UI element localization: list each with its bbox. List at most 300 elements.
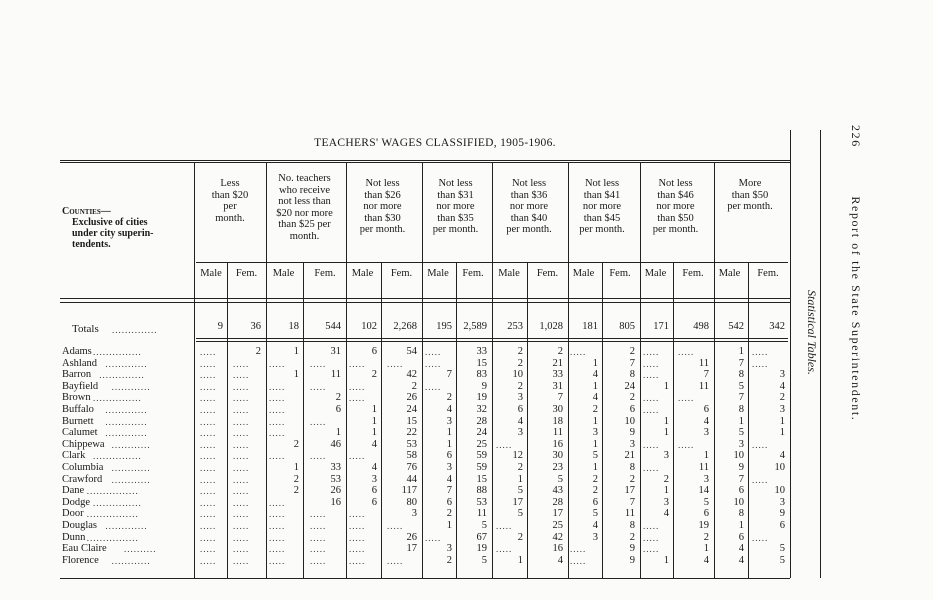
empty-cell: ..... [752,439,769,450]
table-cell: 2 [446,508,452,520]
table-cell: 1 [446,427,452,439]
totals-value: 253 [507,321,523,332]
table-row [0,427,933,439]
table-cell: 59 [476,462,487,473]
table-cell: 1 [663,380,669,392]
county-name: Dunn [62,531,86,543]
table-cell: 1 [663,485,669,497]
totals-value: 181 [582,321,598,332]
group-header-line: than $26 [364,189,401,201]
table-cell: 10 [512,369,523,381]
table-cell: 2 [592,485,598,497]
table-cell: 4 [557,554,563,566]
table-cell: 88 [476,485,487,497]
empty-cell: ..... [310,358,327,369]
subheader-male-4: Male [427,268,449,279]
table-cell: 6 [703,508,709,520]
totals-value: 342 [769,321,785,332]
table-cell: 6 [703,404,709,415]
table-cell: 5 [592,450,598,462]
empty-cell: ..... [643,347,660,357]
group-header-line: than $35 [437,212,474,224]
leader-dots: ............. [105,521,148,531]
county-name: Bayfield [62,380,99,392]
empty-cell: ..... [496,439,513,450]
empty-cell: ..... [310,451,327,462]
totals-value: 102 [361,321,377,332]
table-cell: 3 [592,427,598,439]
table-cell: 2 [411,380,417,392]
table-cell: 2 [517,531,523,543]
table-cell: 1 [663,415,669,427]
group-header-line: nor more [509,201,549,212]
totals-value: 171 [653,321,669,332]
table-cell: 5 [517,508,523,520]
leader-dots: ................ [86,486,139,497]
county-name: Chippewa [62,438,105,450]
row-header [62,206,154,250]
totals-value: 1,028 [539,321,563,332]
empty-cell: ..... [349,381,366,392]
leader-dots: ............ [111,439,151,450]
table-cell: 7 [629,496,635,508]
group-header-line: than $50 [731,189,769,201]
table-cell: 2 [629,531,635,543]
table-cell: 46 [330,438,341,450]
table-cell: 8 [629,520,635,531]
leader-dots: ............. [105,428,148,439]
subheader-fem-6: Fem. [609,268,631,279]
table-cell: 42 [406,369,417,381]
totals-value: 544 [325,321,341,332]
table-cell: 26 [406,531,417,543]
group-header-line: than $20 [211,189,249,201]
table-cell: 1 [592,438,598,450]
county-name: Calumet [62,427,98,439]
table-cell: 23 [552,462,563,473]
table-cell: 31 [330,346,341,357]
group-header-line: than $46 [657,189,694,201]
leader-dots: ............. [105,405,148,415]
table-cell: 1 [371,427,377,439]
table-cell: 2 [779,392,785,404]
table-cell: 3 [517,427,523,439]
table-cell: 44 [406,473,417,485]
subheader-male-1: Male [200,268,222,279]
empty-cell: ..... [752,358,769,369]
table-cell: 3 [703,473,709,485]
empty-cell: ..... [496,521,513,531]
group-header-line: per month. [506,224,552,235]
empty-cell: ..... [752,474,769,485]
table-cell: 5 [517,485,523,497]
leader-dots: ............. [105,358,148,369]
table-row [0,543,933,555]
empty-cell: ..... [349,532,366,543]
empty-cell: ..... [233,451,250,462]
table-cell: 4 [779,450,785,462]
subheader-fem-8: Fem. [757,268,779,279]
table-cell: 4 [446,404,452,415]
table-cell: 1 [738,415,744,427]
group-header-4 [421,178,490,236]
totals-value: 18 [288,321,299,332]
table-cell: 33 [330,462,341,473]
table-row [0,508,933,520]
empty-cell: ..... [233,555,250,566]
empty-cell: ..... [643,405,660,415]
table-cell: 1 [663,427,669,439]
empty-cell: ..... [233,370,250,381]
leader-dots: ............... [93,451,142,462]
table-cell: 17 [512,496,523,508]
table-row [0,497,933,509]
empty-cell: ..... [425,532,442,543]
table-cell: 5 [738,427,744,439]
empty-cell: ..... [233,439,250,450]
empty-cell: ..... [678,347,695,357]
table-row [0,369,933,381]
table-cell: 4 [446,473,452,485]
table-cell: 2 [293,485,299,497]
table-cell: 8 [738,508,744,520]
group-header-line: No. teachers [278,173,331,184]
table-cell: 33 [552,369,563,381]
table-cell: 17 [406,543,417,555]
empty-cell: ..... [200,555,217,566]
group-header-line: than $30 [364,212,401,224]
table-cell: 11 [698,380,709,392]
table-cell: 7 [557,392,563,404]
table-cell: 10 [733,496,744,508]
empty-cell: ..... [200,544,217,555]
group-header-line: nor more [436,201,475,212]
group-header-line: Not less [365,178,400,189]
empty-cell: ..... [200,497,217,508]
table-cell: 32 [476,404,487,415]
empty-cell: ..... [269,381,286,392]
empty-cell: ..... [200,416,217,427]
group-header-line: per month. [432,224,479,235]
running-head-text: Report of the State Superintendent. [849,196,863,422]
table-cell: 2 [517,380,523,392]
table-cell: 4 [592,369,598,381]
table-cell: 4 [663,508,669,520]
empty-cell: ..... [233,486,250,497]
table-cell: 76 [406,462,417,473]
empty-cell: ..... [349,509,366,520]
table-cell: 11 [330,369,341,381]
table-cell: 12 [512,450,523,462]
table-cell: 1 [703,450,709,462]
table-cell: 3 [703,427,709,439]
table-cell: 80 [406,496,417,508]
group-header-5 [492,178,566,236]
leader-dots: ............ [111,555,151,566]
empty-cell: ..... [269,358,286,369]
leader-dots: .......... [124,544,157,555]
table-cell: 5 [592,508,598,520]
table-cell: 2 [293,438,299,450]
county-name: Door [62,508,84,520]
group-header-line: nor more [363,201,402,212]
empty-cell: ..... [200,358,217,369]
empty-cell: ..... [269,544,286,555]
group-header-line: per month. [652,224,699,235]
subheader-male-3: Male [351,268,374,279]
totals-label: Totals [72,323,99,335]
table-cell: 1 [592,357,598,369]
table-cell: 1 [446,438,452,450]
county-name: Clark [62,450,86,462]
empty-cell: ..... [200,474,217,485]
table-cell: 14 [698,485,709,497]
empty-cell: ..... [233,521,250,531]
table-cell: 11 [552,427,563,439]
table-cell: 3 [779,496,785,508]
empty-cell: ..... [678,393,695,404]
leader-dots: ................ [86,532,139,543]
county-name: Columbia [62,462,104,473]
table-cell: 30 [552,404,563,415]
table-row [0,555,933,567]
table-cell: 3 [446,543,452,555]
table-cell: 4 [517,415,523,427]
table-row [0,404,933,416]
leader-dots: ............ [111,474,151,485]
row-header-caption: Counties— [62,206,111,217]
empty-cell: ..... [678,439,695,450]
table-cell: 9 [629,554,635,566]
empty-cell: ..... [200,370,217,381]
table-cell: 5 [703,496,709,508]
table-cell: 10 [774,485,785,497]
table-row [0,485,933,497]
subheader-fem-2: Fem. [314,268,336,279]
empty-cell: ..... [310,381,327,392]
table-cell: 2 [517,357,523,369]
table-cell: 1 [335,427,341,439]
table-cell: 24 [406,404,417,415]
table-cell: 19 [476,392,487,404]
leader-dots: ............. [105,416,148,427]
side-label: Statistical Tables. [805,290,819,375]
empty-cell: ..... [310,416,327,427]
empty-cell: ..... [269,509,286,520]
page-number: 226 [849,125,863,148]
group-header-line: per month. [579,224,625,235]
table-cell: 5 [481,520,487,531]
table-cell: 7 [703,369,709,381]
empty-cell: ..... [643,532,660,543]
table-row [0,416,933,428]
table-cell: 6 [629,404,635,415]
group-header-line: Not less [511,178,547,189]
empty-cell: ..... [200,451,217,462]
county-name: Barron [62,369,92,381]
table-cell: 9 [779,508,785,520]
empty-cell: ..... [200,393,217,404]
table-cell: 4 [738,554,744,566]
group-header-line: Not less [438,178,473,189]
table-cell: 21 [624,450,635,462]
empty-cell: ..... [233,405,250,415]
totals-value: 498 [693,321,709,332]
table-cell: 2 [517,346,523,357]
empty-cell: ..... [425,347,442,357]
table-cell: 5 [779,543,785,555]
table-cell: 1 [592,415,598,427]
table-cell: 2 [446,392,452,404]
table-row [0,474,933,486]
table-cell: 53 [406,438,417,450]
group-header-line: More [738,178,762,189]
leader-dots: ............ [111,463,151,473]
table-cell: 1 [738,346,744,357]
county-name: Dane [62,485,85,497]
group-header-line: than $25 per [278,219,331,230]
table-cell: 6 [517,404,523,415]
group-header-line: than $41 [583,189,621,201]
table-cell: 3 [629,438,635,450]
table-cell: 4 [738,543,744,555]
empty-cell: ..... [643,370,660,381]
group-header-3 [345,178,420,236]
table-cell: 2 [255,346,261,357]
table-cell: 8 [629,462,635,473]
empty-cell: ..... [310,532,327,543]
table-cell: 6 [446,450,452,462]
group-header-line: not less than [278,196,331,207]
table-cell: 2 [517,462,523,473]
table-cell: 28 [552,496,563,508]
table-cell: 1 [293,369,299,381]
county-name: Burnett [62,415,94,427]
table-row [0,346,933,358]
table-cell: 6 [446,496,452,508]
totals-value: 2,589 [463,321,487,332]
empty-cell: ..... [570,347,587,357]
table-cell: 16 [330,496,341,508]
group-header-1 [196,178,264,224]
table-cell: 6 [335,404,341,415]
table-cell: 8 [738,404,744,415]
totals-value: 36 [250,321,261,332]
row-header-sub-3: tendents. [72,239,111,250]
subheader-male-5: Male [498,268,520,279]
county-name: Ashland [62,357,97,369]
table-cell: 7 [738,473,744,485]
table-cell: 22 [406,427,417,439]
empty-cell: ..... [233,381,250,392]
table-cell: 18 [552,415,563,427]
table-cell: 6 [371,496,377,508]
table-cell: 1 [293,346,299,357]
empty-cell: ..... [387,555,404,566]
table-row [0,462,933,474]
table-cell: 2 [592,404,598,415]
leader-dots: ............... [93,497,142,508]
empty-cell: ..... [425,381,442,392]
empty-cell: ..... [233,463,250,473]
table-cell: 3 [663,450,669,462]
empty-cell: ..... [643,358,660,369]
table-cell: 53 [476,496,487,508]
empty-cell: ..... [233,509,250,520]
table-cell: 19 [476,543,487,555]
empty-cell: ..... [200,439,217,450]
table-cell: 5 [738,380,744,392]
empty-cell: ..... [387,521,404,531]
table-cell: 28 [476,415,487,427]
empty-cell: ..... [310,555,327,566]
empty-cell: ..... [349,393,366,404]
empty-cell: ..... [233,393,250,404]
table-cell: 1 [446,520,452,531]
empty-cell: ..... [269,393,286,404]
subheader-fem-5: Fem. [536,268,559,279]
county-name: Dodge [62,496,90,508]
table-cell: 3 [371,473,377,485]
totals-value: 2,268 [393,321,417,332]
table-cell: 2 [703,531,709,543]
table-cell: 2 [629,392,635,404]
empty-cell: ..... [496,544,513,555]
table-cell: 59 [476,450,487,462]
empty-cell: ..... [310,509,327,520]
table-cell: 2 [629,346,635,357]
table-cell: 5 [779,554,785,566]
group-header-line: than $31 [437,189,474,201]
table-cell: 4 [703,554,709,566]
empty-cell: ..... [269,451,286,462]
subheader-fem-7: Fem. [682,268,704,279]
empty-cell: ..... [200,381,217,392]
table-row [0,532,933,544]
table-cell: 24 [624,380,635,392]
leader-dots: ............... [93,393,142,404]
totals-value: 195 [436,321,452,332]
table-cell: 2 [663,473,669,485]
empty-cell: ..... [752,532,769,543]
table-row [0,392,933,404]
empty-cell: ..... [233,416,250,427]
table-cell: 3 [663,496,669,508]
table-cell: 4 [592,392,598,404]
table-cell: 5 [557,473,563,485]
empty-cell: ..... [310,544,327,555]
table-cell: 9 [629,543,635,555]
empty-cell: ..... [349,544,366,555]
table-cell: 7 [738,357,744,369]
county-name: Crawford [62,473,103,485]
rule-head-bottom [60,298,790,299]
group-header-8 [712,178,788,213]
table-cell: 11 [476,508,487,520]
totals-leader: .............. [112,325,158,335]
table-cell: 16 [552,438,563,450]
table-cell: 9 [629,427,635,439]
table-cell: 11 [698,462,709,473]
county-name: Douglas [62,520,97,531]
table-cell: 30 [552,450,563,462]
group-header-7 [639,178,712,236]
empty-cell: ..... [269,555,286,566]
row-header-sub-2: under city superin- [72,228,154,239]
table-cell: 83 [476,369,487,381]
table-cell: 2 [592,473,598,485]
table-cell: 1 [779,427,785,439]
